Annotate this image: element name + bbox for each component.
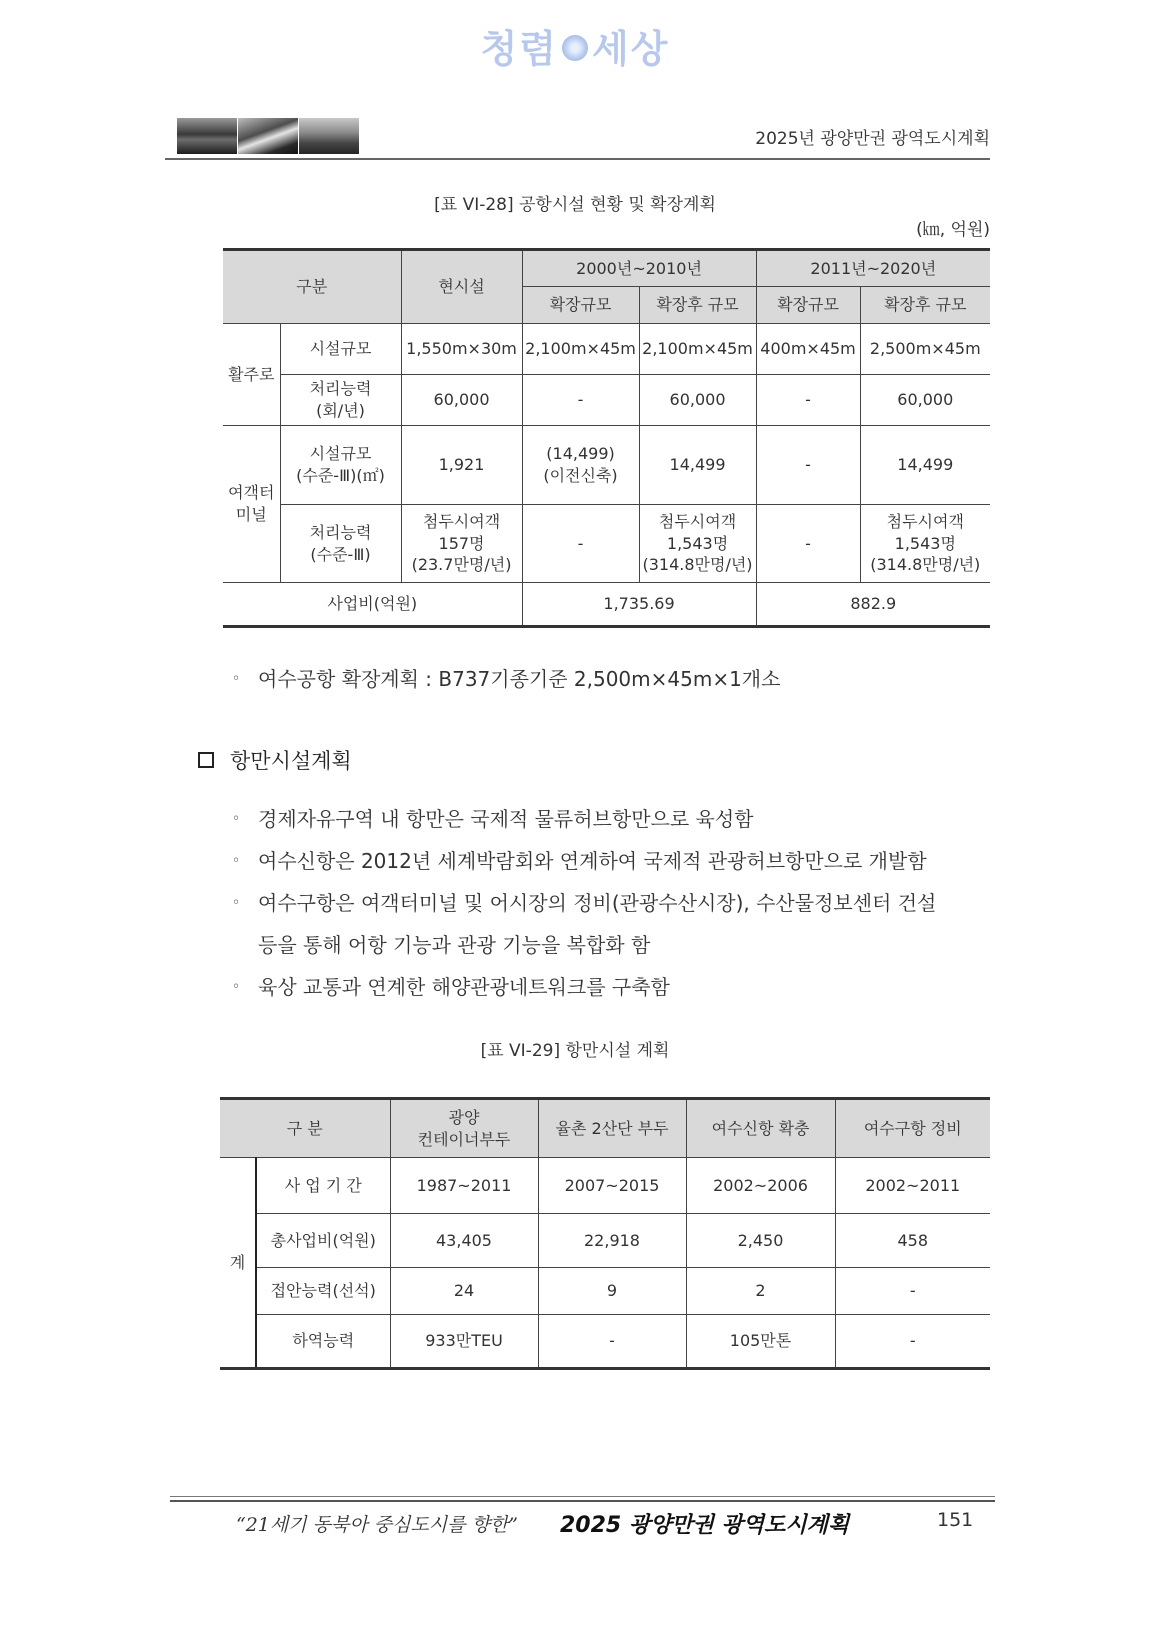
label-line: 시설규모 xyxy=(309,444,372,464)
cell-line: (이전신축) xyxy=(543,466,618,485)
table1-unit: (㎞, 억원) xyxy=(916,220,990,240)
bullet-item xyxy=(232,845,927,874)
cell-line: 첨두시여객 xyxy=(422,512,501,532)
table-cell: 105만톤 xyxy=(686,1315,835,1369)
table-cell: - xyxy=(835,1315,990,1369)
terminal-capacity-label xyxy=(280,505,401,583)
header-line: 광양 xyxy=(448,1107,480,1127)
table-cell: - xyxy=(835,1268,990,1315)
table-cell: - xyxy=(522,375,639,426)
table-cell: 2002~2006 xyxy=(686,1158,835,1214)
watermark-text-left: 청렴 xyxy=(480,27,558,71)
table-cell: 60,000 xyxy=(401,375,522,426)
table-cell xyxy=(401,505,522,583)
table-cell xyxy=(522,426,639,505)
cell-line: (314.8만명/년) xyxy=(870,555,981,575)
header-expansion-1: 확장규모 xyxy=(522,287,639,324)
row-label: 총사업비(억원) xyxy=(256,1214,390,1268)
terminal-facility-label xyxy=(280,426,401,505)
table-cell: 2,100m×45m xyxy=(639,324,756,375)
bullet-text: 육상 교통과 연계한 해양관광네트워크를 구축함 xyxy=(258,975,670,999)
header-rule xyxy=(165,158,990,160)
table-cell: 2,100m×45m xyxy=(522,324,639,375)
cell-line: (314.8만명/년) xyxy=(642,555,753,575)
header-after-2: 확장후 규모 xyxy=(860,287,990,324)
table-cell: 1,921 xyxy=(401,426,522,505)
bullet-continuation: 등을 통해 어항 기능과 관광 기능을 복합화 함 xyxy=(258,933,651,957)
bullet-item xyxy=(232,803,753,832)
page-number: 151 xyxy=(937,1509,974,1531)
airport-facility-table xyxy=(223,248,990,628)
header-category: 구 분 xyxy=(220,1099,390,1158)
header-gwangyang xyxy=(390,1099,538,1158)
footer-rule xyxy=(170,1496,995,1497)
table-cell: - xyxy=(756,505,860,583)
label-line: (수준-Ⅲ) xyxy=(310,544,371,564)
table-cell: 2,500m×45m xyxy=(860,324,990,375)
cell-line: 1,543명 xyxy=(666,533,729,553)
terminal-label xyxy=(223,426,280,583)
section-heading xyxy=(198,745,352,775)
table-cell xyxy=(860,505,990,583)
table-cell: - xyxy=(756,375,860,426)
header-photo-3 xyxy=(299,118,359,154)
table-cell: - xyxy=(538,1315,686,1369)
table-cell: 2 xyxy=(686,1268,835,1315)
row-label: 하역능력 xyxy=(256,1315,390,1369)
table1-caption: [표 VI-28] 공항시설 현황 및 확장계획 xyxy=(434,195,716,215)
cell-line: 첨두시여객 xyxy=(886,512,964,532)
cell-line: (23.7만명/년) xyxy=(411,555,512,575)
header-current: 현시설 xyxy=(401,250,522,324)
table-cell xyxy=(639,505,756,583)
table-cell: 933만TEU xyxy=(390,1315,538,1369)
table-cell: - xyxy=(522,505,639,583)
table-cell: 1987~2011 xyxy=(390,1158,538,1214)
label-line: (회/년) xyxy=(316,401,365,420)
table-cell: 458 xyxy=(835,1214,990,1268)
bullet-text: 여수신항은 2012년 세계박람회와 연계하여 국제적 관광허브항만으로 개발함 xyxy=(258,849,927,873)
runway-facility-label: 시설규모 xyxy=(280,324,401,375)
table-cell: 22,918 xyxy=(538,1214,686,1268)
watermark-text-right: 세상 xyxy=(592,27,670,71)
table-cell: 2002~2011 xyxy=(835,1158,990,1214)
table-cell: 2,450 xyxy=(686,1214,835,1268)
table-cell: 60,000 xyxy=(639,375,756,426)
table2-caption: [표 VI-29] 항만시설 계획 xyxy=(480,1041,670,1061)
watermark-emblem-icon xyxy=(562,35,588,61)
header-period2: 2011년~2020년 xyxy=(756,250,990,287)
row-label: 접안능력(선석) xyxy=(256,1268,390,1315)
label-line: 처리능력 xyxy=(309,522,372,542)
header-yeosu-new: 여수신항 확충 xyxy=(686,1099,835,1158)
port-facility-table xyxy=(220,1097,990,1370)
group-label: 계 xyxy=(220,1158,256,1369)
table-cell: 400m×45m xyxy=(756,324,860,375)
table-cell: 2007~2015 xyxy=(538,1158,686,1214)
bullet-marker: ◦ xyxy=(232,671,241,687)
footer-slogan: “21세기 동북아 중심도시를 향한” xyxy=(236,1514,518,1536)
runway-capacity-label xyxy=(280,375,401,426)
cost-period2: 882.9 xyxy=(756,583,990,627)
label-line: (수준-Ⅲ)(㎡) xyxy=(296,466,385,485)
bullet-item xyxy=(232,887,936,916)
table-cell: 43,405 xyxy=(390,1214,538,1268)
cell-line: 1,543명 xyxy=(894,533,956,553)
footer-document-title: 2025 광양만권 광역도시계획 xyxy=(560,1513,850,1538)
bullet-text: 여수구항은 여객터미널 및 어시장의 정비(관광수산시장), 수산물정보센터 건설 xyxy=(258,891,937,915)
footer-rule-bold xyxy=(170,1500,995,1502)
header-photo-2 xyxy=(238,118,298,154)
table-cell: 9 xyxy=(538,1268,686,1315)
bullet-marker: ◦ xyxy=(232,853,241,869)
cell-line: 첨두시여객 xyxy=(658,512,737,532)
table-cell: 14,499 xyxy=(860,426,990,505)
watermark-logo xyxy=(0,18,1150,73)
airport-note xyxy=(232,663,780,692)
bullet-text: 경제자유구역 내 항만은 국제적 물류허브항만으로 육성함 xyxy=(258,807,754,831)
header-photo-1 xyxy=(177,118,237,154)
header-period1: 2000년~2010년 xyxy=(522,250,756,287)
airport-note-text: 여수공항 확장계획 : B737기종기준 2,500m×45m×1개소 xyxy=(258,667,781,691)
table-cell: 14,499 xyxy=(639,426,756,505)
bullet-marker: ◦ xyxy=(232,895,241,911)
bullet-marker: ◦ xyxy=(232,811,241,827)
cost-label: 사업비(억원) xyxy=(223,583,522,627)
table-cell: 24 xyxy=(390,1268,538,1315)
header-yulchon: 율촌 2산단 부두 xyxy=(538,1099,686,1158)
header-yeosu-old: 여수구항 정비 xyxy=(835,1099,990,1158)
cell-line: (14,499) xyxy=(546,444,615,464)
header-line: 컨테이너부두 xyxy=(417,1129,511,1149)
header-title: 2025년 광양만권 광역도시계획 xyxy=(755,129,990,149)
checkbox-square-icon xyxy=(198,752,214,768)
bullet-item xyxy=(232,971,670,1000)
runway-label: 활주로 xyxy=(223,324,280,426)
label-line: 처리능력 xyxy=(309,379,372,399)
cell-line: 157명 xyxy=(438,533,485,553)
bullet-marker: ◦ xyxy=(232,979,241,995)
label-line: 여객터 xyxy=(228,483,275,503)
table-cell: 1,550m×30m xyxy=(401,324,522,375)
row-label: 사 업 기 간 xyxy=(256,1158,390,1214)
header-expansion-2: 확장규모 xyxy=(756,287,860,324)
header-after-1: 확장후 규모 xyxy=(639,287,756,324)
header-category: 구분 xyxy=(223,250,401,324)
label-line: 미널 xyxy=(235,505,267,524)
table-cell: 60,000 xyxy=(860,375,990,426)
section-title: 항만시설계획 xyxy=(230,749,352,773)
table-cell: - xyxy=(756,426,860,505)
cost-period1: 1,735.69 xyxy=(522,583,756,627)
